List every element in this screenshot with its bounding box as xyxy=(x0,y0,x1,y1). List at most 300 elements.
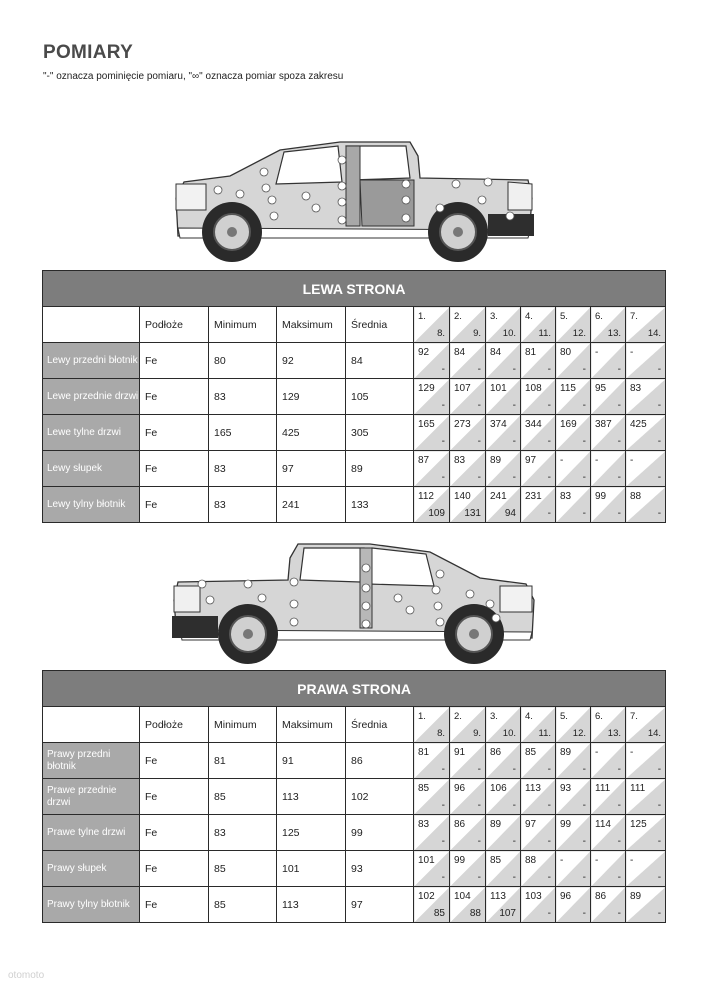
part-name: Prawe tylne drzwi xyxy=(43,815,140,851)
measurement-bottom: - xyxy=(512,836,516,847)
measurement-bottom: - xyxy=(657,400,662,411)
part-column-header xyxy=(43,307,140,343)
measurement-bottom: - xyxy=(441,836,445,847)
part-name: Lewe przednie drzwi xyxy=(43,379,140,415)
measurement-top: 111 xyxy=(595,783,611,794)
measurement-cell xyxy=(556,379,591,415)
measurement-bottom: - xyxy=(617,836,621,847)
measurement-bottom: - xyxy=(657,764,662,775)
measurement-cell xyxy=(626,487,666,523)
measurement-cell xyxy=(521,343,556,379)
measurement-bottom: - xyxy=(477,764,481,775)
minimum-value: 83 xyxy=(209,487,277,523)
measurement-top: 102 xyxy=(418,891,435,902)
left-side-title: LEWA STRONA xyxy=(43,271,666,307)
measurement-cell xyxy=(626,779,666,815)
minimum-value: 83 xyxy=(209,451,277,487)
measurement-top: 97 xyxy=(525,455,537,466)
measurement-cell xyxy=(486,451,521,487)
measurement-cell xyxy=(591,887,626,923)
measurement-bottom: - xyxy=(547,764,551,775)
measurement-bottom: - xyxy=(512,800,516,811)
measurement-cell xyxy=(591,851,626,887)
watermark-logo: otomoto xyxy=(8,970,45,981)
measurement-top: 273 xyxy=(454,419,471,430)
measurement-cell xyxy=(414,779,450,815)
measurement-cell xyxy=(556,487,591,523)
measurement-bottom: - xyxy=(547,436,551,447)
measurement-cell xyxy=(414,379,450,415)
measurement-cell xyxy=(450,451,486,487)
measurement-top: 86 xyxy=(490,747,502,758)
measurement-bottom: - xyxy=(582,800,586,811)
measurement-cell xyxy=(521,379,556,415)
measurement-bottom: - xyxy=(441,800,445,811)
right-side-measurement-table xyxy=(42,670,666,923)
average-value: 105 xyxy=(346,379,414,415)
point-number-bottom: 12. xyxy=(572,728,586,739)
substrate-value: Fe xyxy=(140,487,209,523)
measurement-cell xyxy=(591,487,626,523)
measurement-top: 169 xyxy=(560,419,577,430)
measurement-top: 92 xyxy=(418,347,430,358)
measurement-top: 115 xyxy=(560,383,576,394)
measurement-top: 83 xyxy=(560,491,572,502)
point-header-1 xyxy=(414,707,450,743)
measurement-top: 99 xyxy=(454,855,466,866)
measurement-top: 89 xyxy=(490,455,502,466)
point-header-3 xyxy=(486,707,521,743)
measurement-top: 96 xyxy=(454,783,466,794)
point-number-top: 3. xyxy=(490,311,498,322)
substrate-column-header: Podłoże xyxy=(140,707,209,743)
measurement-cell xyxy=(521,887,556,923)
part-name: Prawe przednie drzwi xyxy=(43,779,140,815)
maximum-value: 113 xyxy=(277,887,346,923)
measurement-bottom: - xyxy=(477,436,481,447)
measurement-bottom: - xyxy=(441,872,445,883)
table-row xyxy=(43,415,666,451)
part-name: Prawy słupek xyxy=(43,851,140,887)
measurement-top: 106 xyxy=(490,783,507,794)
measurement-bottom: - xyxy=(547,872,551,883)
measurement-bottom: - xyxy=(617,508,621,519)
maximum-value: 125 xyxy=(277,815,346,851)
point-number-bottom: 10. xyxy=(502,728,516,739)
point-number-top: 6. xyxy=(595,311,603,322)
measurement-bottom: - xyxy=(617,872,621,883)
substrate-column-header: Podłoże xyxy=(140,307,209,343)
measurement-cell xyxy=(414,887,450,923)
measurement-bottom: - xyxy=(657,436,662,447)
maximum-value: 425 xyxy=(277,415,346,451)
measurement-cell xyxy=(450,379,486,415)
average-value: 86 xyxy=(346,743,414,779)
measurement-bottom: - xyxy=(657,836,662,847)
point-header-5 xyxy=(556,307,591,343)
measurement-cell xyxy=(486,887,521,923)
minimum-value: 83 xyxy=(209,815,277,851)
point-number-bottom: 13. xyxy=(607,728,621,739)
part-name: Lewy przedni błotnik xyxy=(43,343,140,379)
part-name: Lewe tylne drzwi xyxy=(43,415,140,451)
table-row xyxy=(43,487,666,523)
measurement-cell xyxy=(591,815,626,851)
measurement-bottom: - xyxy=(617,764,621,775)
substrate-value: Fe xyxy=(140,815,209,851)
measurement-bottom: - xyxy=(441,364,445,375)
measurement-cell xyxy=(521,487,556,523)
measurement-bottom: 88 xyxy=(469,908,481,919)
average-value: 97 xyxy=(346,887,414,923)
measurement-top: 88 xyxy=(630,491,642,502)
point-header-3 xyxy=(486,307,521,343)
measurement-bottom: - xyxy=(582,872,586,883)
measurement-cell xyxy=(556,815,591,851)
substrate-value: Fe xyxy=(140,887,209,923)
measurement-bottom: 94 xyxy=(504,508,516,519)
maximum-value: 92 xyxy=(277,343,346,379)
measurement-top: 86 xyxy=(595,891,607,902)
minimum-column-header: Minimum xyxy=(209,707,277,743)
point-number-bottom: 11. xyxy=(538,328,551,339)
point-number-top: 5. xyxy=(560,311,568,322)
measurement-bottom: - xyxy=(617,436,621,447)
measurement-top: 129 xyxy=(418,383,435,394)
maximum-value: 91 xyxy=(277,743,346,779)
measurement-top: 85 xyxy=(418,783,430,794)
measurement-top: 83 xyxy=(454,455,466,466)
measurement-cell xyxy=(414,451,450,487)
minimum-value: 85 xyxy=(209,779,277,815)
measurement-top: 231 xyxy=(525,491,542,502)
point-number-top: 1. xyxy=(418,711,426,722)
minimum-value: 81 xyxy=(209,743,277,779)
measurement-cell xyxy=(626,887,666,923)
truck-right-side-diagram xyxy=(170,540,540,668)
measurement-top: 111 xyxy=(630,783,646,794)
measurement-cell xyxy=(486,743,521,779)
part-name: Prawy tylny błotnik xyxy=(43,887,140,923)
measurement-cell xyxy=(591,379,626,415)
measurement-bottom: - xyxy=(582,472,586,483)
left-side-measurement-table xyxy=(42,270,666,523)
measurement-bottom: - xyxy=(477,836,481,847)
measurement-top: - xyxy=(595,455,599,466)
table-row xyxy=(43,779,666,815)
table-row xyxy=(43,379,666,415)
measurement-cell xyxy=(521,779,556,815)
measurement-bottom: - xyxy=(617,364,621,375)
measurement-top: 85 xyxy=(490,855,502,866)
point-header-7 xyxy=(626,707,666,743)
measurement-bottom: - xyxy=(512,436,516,447)
measurement-cell xyxy=(521,815,556,851)
measurement-top: 104 xyxy=(454,891,471,902)
measurement-cell xyxy=(626,743,666,779)
average-column-header: Średnia xyxy=(346,707,414,743)
measurement-cell xyxy=(450,415,486,451)
measurement-top: 89 xyxy=(560,747,572,758)
measurement-top: 101 xyxy=(418,855,435,866)
measurement-top: 97 xyxy=(525,819,537,830)
measurement-bottom: - xyxy=(582,436,586,447)
measurement-cell xyxy=(414,851,450,887)
measurement-bottom: - xyxy=(477,400,481,411)
point-number-bottom: 12. xyxy=(572,328,586,339)
measurement-cell xyxy=(626,451,666,487)
measurement-cell xyxy=(414,487,450,523)
measurement-cell xyxy=(450,887,486,923)
measurement-cell xyxy=(486,343,521,379)
measurement-top: 241 xyxy=(490,491,507,502)
measurement-cell xyxy=(626,415,666,451)
point-header-2 xyxy=(450,307,486,343)
measurement-top: 89 xyxy=(630,891,642,902)
substrate-value: Fe xyxy=(140,851,209,887)
part-name: Lewy tylny błotnik xyxy=(43,487,140,523)
table-row xyxy=(43,851,666,887)
part-column-header xyxy=(43,707,140,743)
measurement-cell xyxy=(414,343,450,379)
measurement-top: 425 xyxy=(630,419,647,430)
average-value: 99 xyxy=(346,815,414,851)
measurement-cell xyxy=(591,415,626,451)
measurement-top: 387 xyxy=(595,419,612,430)
minimum-column-header: Minimum xyxy=(209,307,277,343)
minimum-value: 85 xyxy=(209,887,277,923)
measurement-top: 99 xyxy=(560,819,572,830)
substrate-value: Fe xyxy=(140,743,209,779)
measurement-bottom: - xyxy=(617,908,621,919)
minimum-value: 83 xyxy=(209,379,277,415)
measurement-bottom: - xyxy=(512,400,516,411)
measurement-bottom: - xyxy=(582,764,586,775)
point-header-6 xyxy=(591,307,626,343)
measurement-bottom: - xyxy=(477,800,481,811)
measurement-top: 165 xyxy=(418,419,435,430)
table-row xyxy=(43,451,666,487)
point-number-top: 5. xyxy=(560,711,568,722)
point-number-bottom: 13. xyxy=(607,328,621,339)
measurement-top: 81 xyxy=(418,747,430,758)
measurement-cell xyxy=(521,851,556,887)
point-number-bottom: 11. xyxy=(538,728,551,739)
measurement-top: 101 xyxy=(490,383,507,394)
average-value: 133 xyxy=(346,487,414,523)
part-name: Prawy przedni błotnik xyxy=(43,743,140,779)
measurement-cell xyxy=(591,451,626,487)
measurement-top: - xyxy=(630,347,634,358)
measurement-bottom: - xyxy=(617,472,621,483)
point-number-bottom: 8. xyxy=(437,328,445,339)
maximum-value: 101 xyxy=(277,851,346,887)
measurement-bottom: - xyxy=(441,472,445,483)
measurement-bottom: 107 xyxy=(499,908,516,919)
measurement-cell xyxy=(556,851,591,887)
maximum-value: 241 xyxy=(277,487,346,523)
measurement-top: 89 xyxy=(490,819,502,830)
substrate-value: Fe xyxy=(140,415,209,451)
substrate-value: Fe xyxy=(140,379,209,415)
measurement-bottom: - xyxy=(441,436,445,447)
measurement-cell xyxy=(450,851,486,887)
measurement-bottom: - xyxy=(547,836,551,847)
point-number-top: 6. xyxy=(595,711,603,722)
measurement-bottom: - xyxy=(657,364,662,375)
point-number-top: 7. xyxy=(630,711,638,722)
measurement-cell xyxy=(450,815,486,851)
point-header-7 xyxy=(626,307,666,343)
measurement-cell xyxy=(626,379,666,415)
measurement-top: 85 xyxy=(525,747,537,758)
point-number-bottom: 10. xyxy=(502,328,516,339)
measurement-top: 114 xyxy=(595,819,611,830)
measurement-top: 374 xyxy=(490,419,507,430)
measurement-bottom: - xyxy=(547,364,551,375)
measurement-cell xyxy=(486,415,521,451)
measurement-cell xyxy=(626,343,666,379)
average-value: 89 xyxy=(346,451,414,487)
table-row xyxy=(43,815,666,851)
point-number-top: 2. xyxy=(454,311,462,322)
measurement-cell xyxy=(556,743,591,779)
measurement-top: 87 xyxy=(418,455,430,466)
substrate-value: Fe xyxy=(140,343,209,379)
measurement-top: 83 xyxy=(418,819,430,830)
measurement-cell xyxy=(521,415,556,451)
substrate-value: Fe xyxy=(140,451,209,487)
measurement-top: - xyxy=(560,455,564,466)
measurement-bottom: - xyxy=(441,400,445,411)
measurement-cell xyxy=(486,815,521,851)
measurement-cell xyxy=(556,451,591,487)
measurement-bottom: - xyxy=(657,800,662,811)
measurement-top: 95 xyxy=(595,383,607,394)
measurement-top: 88 xyxy=(525,855,537,866)
measurement-bottom: - xyxy=(477,472,481,483)
measurement-bottom: - xyxy=(512,472,516,483)
point-number-top: 4. xyxy=(525,311,533,322)
measurement-cell xyxy=(414,743,450,779)
point-number-bottom: 9. xyxy=(473,728,481,739)
measurement-top: - xyxy=(630,855,634,866)
measurement-cell xyxy=(591,343,626,379)
maximum-value: 129 xyxy=(277,379,346,415)
point-number-bottom: 8. xyxy=(437,728,445,739)
measurement-bottom: - xyxy=(441,764,445,775)
measurement-bottom: - xyxy=(582,364,586,375)
measurement-top: 140 xyxy=(454,491,471,502)
measurement-bottom: - xyxy=(582,508,586,519)
table-row xyxy=(43,743,666,779)
right-side-title: PRAWA STRONA xyxy=(43,671,666,707)
measurement-cell xyxy=(486,779,521,815)
measurement-cell xyxy=(521,451,556,487)
point-number-top: 1. xyxy=(418,311,426,322)
measurement-top: - xyxy=(630,747,634,758)
measurement-top: 93 xyxy=(560,783,572,794)
point-number-top: 4. xyxy=(525,711,533,722)
point-header-4 xyxy=(521,707,556,743)
measurement-bottom: - xyxy=(477,364,481,375)
measurement-top: 108 xyxy=(525,383,542,394)
maximum-value: 97 xyxy=(277,451,346,487)
measurement-bottom: 85 xyxy=(433,908,445,919)
measurement-top: 99 xyxy=(595,491,607,502)
measurement-cell xyxy=(414,815,450,851)
measurement-bottom: - xyxy=(617,400,621,411)
measurement-cell xyxy=(626,815,666,851)
measurement-cell xyxy=(450,743,486,779)
measurement-top: 86 xyxy=(454,819,466,830)
point-header-5 xyxy=(556,707,591,743)
point-header-4 xyxy=(521,307,556,343)
page-title: POMIARY xyxy=(43,42,134,63)
measurement-bottom: - xyxy=(657,508,662,519)
measurement-top: 113 xyxy=(525,783,541,794)
truck-left-side-diagram xyxy=(170,138,540,266)
measurement-bottom: - xyxy=(547,800,551,811)
measurement-bottom: - xyxy=(617,800,621,811)
measurement-bottom: 131 xyxy=(464,508,481,519)
measurement-bottom: - xyxy=(547,472,551,483)
measurement-cell xyxy=(556,415,591,451)
measurement-cell xyxy=(556,343,591,379)
measurement-cell xyxy=(414,415,450,451)
measurement-cell xyxy=(486,851,521,887)
point-number-top: 7. xyxy=(630,311,638,322)
measurement-top: - xyxy=(630,455,634,466)
measurement-cell xyxy=(556,779,591,815)
maximum-value: 113 xyxy=(277,779,346,815)
measurement-top: 103 xyxy=(525,891,542,902)
table-row xyxy=(43,343,666,379)
measurement-cell xyxy=(486,487,521,523)
measurement-top: 112 xyxy=(418,491,434,502)
point-number-bottom: 14. xyxy=(647,328,662,339)
measurement-cell xyxy=(556,887,591,923)
measurement-bottom: - xyxy=(657,908,662,919)
minimum-value: 165 xyxy=(209,415,277,451)
measurement-cell xyxy=(450,343,486,379)
average-column-header: Średnia xyxy=(346,307,414,343)
minimum-value: 85 xyxy=(209,851,277,887)
measurement-top: - xyxy=(560,855,564,866)
measurement-legend: "-" oznacza pominięcie pomiaru, "∞" oznacza pomiar spoza zakresu xyxy=(43,71,344,82)
measurement-bottom: - xyxy=(657,872,662,883)
measurement-top: 84 xyxy=(454,347,466,358)
measurement-bottom: - xyxy=(512,764,516,775)
measurement-top: 84 xyxy=(490,347,502,358)
average-value: 305 xyxy=(346,415,414,451)
measurement-cell xyxy=(450,779,486,815)
measurement-cell xyxy=(591,743,626,779)
part-name: Lewy słupek xyxy=(43,451,140,487)
measurement-cell xyxy=(521,743,556,779)
measurement-bottom: - xyxy=(547,508,551,519)
measurement-bottom: - xyxy=(582,908,586,919)
measurement-cell xyxy=(450,487,486,523)
point-number-bottom: 9. xyxy=(473,328,481,339)
measurement-bottom: - xyxy=(582,836,586,847)
minimum-value: 80 xyxy=(209,343,277,379)
maximum-column-header: Maksimum xyxy=(277,707,346,743)
measurement-bottom: - xyxy=(512,364,516,375)
measurement-top: 80 xyxy=(560,347,572,358)
measurement-bottom: - xyxy=(477,872,481,883)
measurement-top: 96 xyxy=(560,891,572,902)
